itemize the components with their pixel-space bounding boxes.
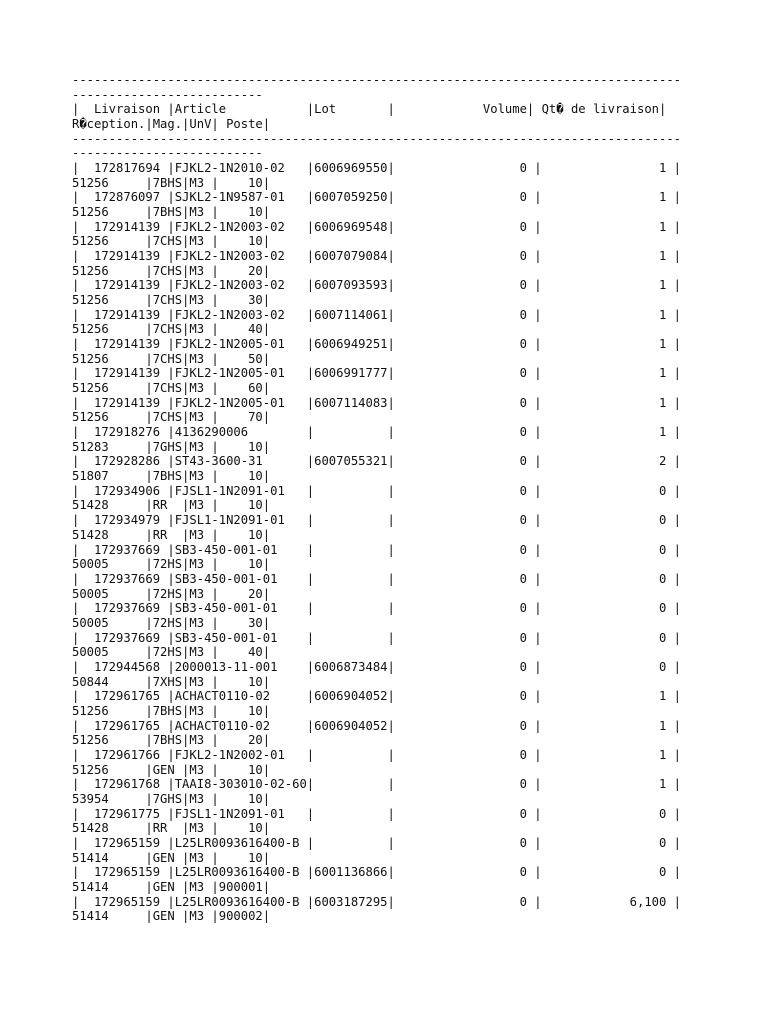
table-row: | 172934906 |FJSL1-1N2091-01 | | 0 | 0 | (72, 483, 682, 498)
report-listing (72, 73, 681, 924)
table-row: | 172918276 |4136290006 | | 0 | 1 | (72, 425, 682, 440)
table-row: | 172961766 |FJKL2-1N2002-01 | | 0 | 1 | (72, 747, 682, 762)
table-row: | 172965159 |L25LR0093616400-B |6001136866| 0 | 0 | (72, 865, 682, 880)
header-line: R�ception.|Mag.|UnV| Poste| (72, 117, 271, 132)
table-row-continuation: 51807 |7BHS|M3 | 10| (72, 469, 271, 484)
table-row-continuation: 51256 |7CHS|M3 | 30| (72, 293, 271, 308)
table-row-continuation: 50844 |7XHS|M3 | 10| (72, 674, 271, 689)
table-row-continuation: 51414 |GEN |M3 |900002| (72, 909, 271, 924)
table-row-continuation: 50005 |72HS|M3 | 20| (72, 586, 271, 601)
separator-line: -------------------------- (72, 87, 263, 102)
table-row: | 172965159 |L25LR0093616400-B |6003187295| 0 | 6,100 | (72, 894, 682, 909)
table-row: | 172961775 |FJSL1-1N2091-01 | | 0 | 0 | (72, 806, 682, 821)
table-row-continuation: 51256 |7BHS|M3 | 10| (72, 703, 271, 718)
table-row: | 172914139 |FJKL2-1N2005-01 |6007114083| 0 | 1 | (72, 395, 682, 410)
table-row: | 172914139 |FJKL2-1N2005-01 |6006991777| 0 | 1 | (72, 366, 682, 381)
table-row-continuation: 51256 |7CHS|M3 | 50| (72, 351, 271, 366)
table-row: | 172961765 |ACHACT0110-02 |6006904052| 0 | 1 | (72, 718, 682, 733)
table-row-continuation: 50005 |72HS|M3 | 30| (72, 615, 271, 630)
table-row: | 172914139 |FJKL2-1N2003-02 |6007079084| 0 | 1 | (72, 249, 682, 264)
table-row: | 172914139 |FJKL2-1N2005-01 |6006949251| 0 | 1 | (72, 337, 682, 352)
table-row: | 172914139 |FJKL2-1N2003-02 |6007093593| 0 | 1 | (72, 278, 682, 293)
table-row-continuation: 51256 |7CHS|M3 | 40| (72, 322, 271, 337)
table-row-continuation: 51428 |RR |M3 | 10| (72, 527, 271, 542)
table-row: | 172961768 |TAAI8-303010-02-60| | 0 | 1 | (72, 777, 682, 792)
table-row: | 172876097 |SJKL2-1N9587-01 |6007059250| 0 | 1 | (72, 190, 682, 205)
table-row: | 172961765 |ACHACT0110-02 |6006904052| 0 | 1 | (72, 689, 682, 704)
header-line: | Livraison |Article |Lot | Volume| Qt� de livraison| (72, 102, 667, 117)
table-row: | 172914139 |FJKL2-1N2003-02 |6006969548| 0 | 1 | (72, 219, 682, 234)
table-row: | 172944568 |2000013-11-001 |6006873484| 0 | 0 | (72, 659, 682, 674)
table-row-continuation: 51256 |7BHS|M3 | 10| (72, 175, 271, 190)
table-row: | 172937669 |SB3-450-001-01 | | 0 | 0 | (72, 571, 682, 586)
table-row-continuation: 51414 |GEN |M3 | 10| (72, 850, 271, 865)
table-row-continuation: 51428 |RR |M3 | 10| (72, 498, 271, 513)
table-row-continuation: 51428 |RR |M3 | 10| (72, 821, 271, 836)
table-row: | 172817694 |FJKL2-1N2010-02 |6006969550| 0 | 1 | (72, 161, 682, 176)
table-row-continuation: 51256 |GEN |M3 | 10| (72, 762, 271, 777)
table-row: | 172928286 |ST43-3600-31 |6007055321| 0 | 2 | (72, 454, 682, 469)
separator-line: ----------------------------------------------------------------------------------- (72, 131, 682, 146)
table-row-continuation: 50005 |72HS|M3 | 40| (72, 645, 271, 660)
table-row-continuation: 51283 |7GHS|M3 | 10| (72, 439, 271, 454)
table-row-continuation: 50005 |72HS|M3 | 10| (72, 557, 271, 572)
table-row: | 172934979 |FJSL1-1N2091-01 | | 0 | 0 | (72, 513, 682, 528)
table-row-continuation: 51256 |7CHS|M3 | 60| (72, 381, 271, 396)
report-rows (72, 161, 681, 924)
table-row: | 172937669 |SB3-450-001-01 | | 0 | 0 | (72, 542, 682, 557)
table-row-continuation: 51256 |7CHS|M3 | 20| (72, 263, 271, 278)
table-row-continuation: 51256 |7CHS|M3 | 70| (72, 410, 271, 425)
table-row: | 172914139 |FJKL2-1N2003-02 |6007114061| 0 | 1 | (72, 307, 682, 322)
table-row-continuation: 51256 |7CHS|M3 | 10| (72, 234, 271, 249)
table-row-continuation: 51256 |7BHS|M3 | 20| (72, 733, 271, 748)
table-row: | 172937669 |SB3-450-001-01 | | 0 | 0 | (72, 601, 682, 616)
separator-line: -------------------------- (72, 146, 263, 161)
table-row: | 172965159 |L25LR0093616400-B | | 0 | 0 | (72, 835, 682, 850)
table-row-continuation: 53954 |7GHS|M3 | 10| (72, 791, 271, 806)
table-row: | 172937669 |SB3-450-001-01 | | 0 | 0 | (72, 630, 682, 645)
table-row-continuation: 51414 |GEN |M3 |900001| (72, 879, 271, 894)
separator-line: ----------------------------------------------------------------------------------- (72, 73, 682, 87)
table-row-continuation: 51256 |7BHS|M3 | 10| (72, 205, 271, 220)
